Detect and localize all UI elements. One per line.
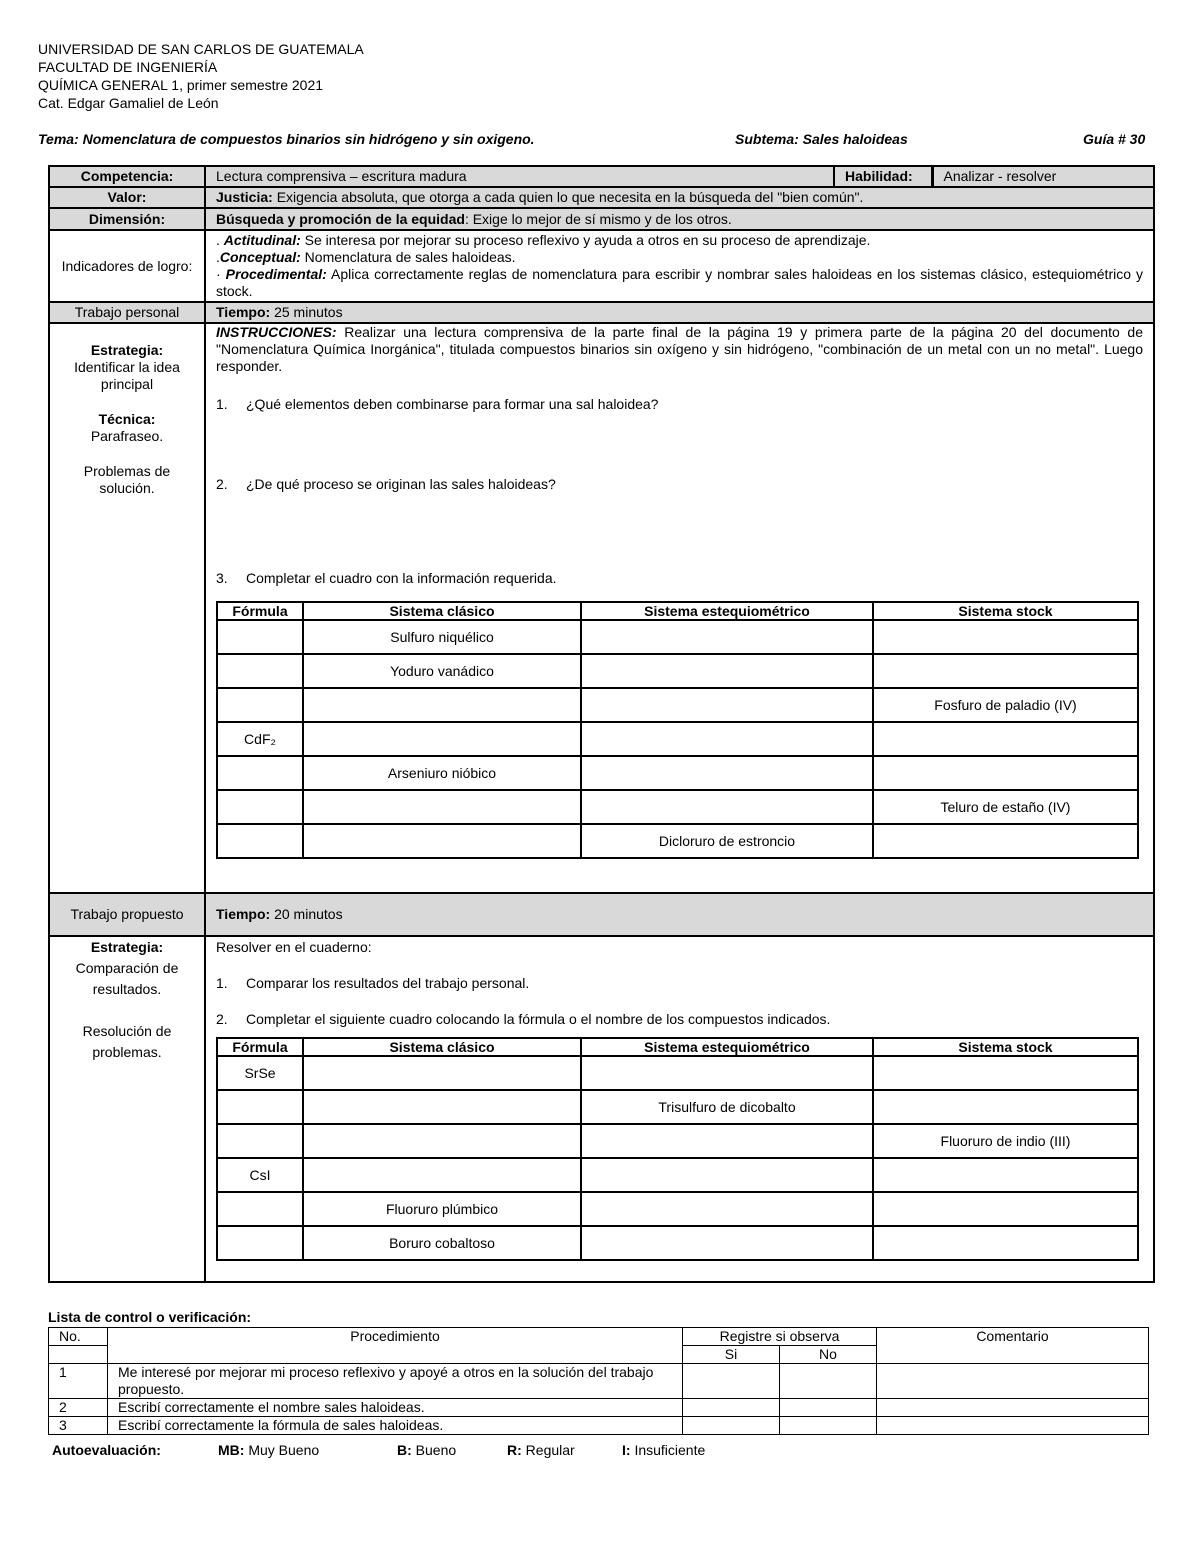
table-row <box>217 654 1138 688</box>
instructions: INSTRUCCIONES: Realizar una lectura comprensiva de la parte final de la página 19 y primera parte de la página 20 del documento de "Nomenclatura Química Inorgánica", titulada compuestos binarios sin oxígeno y sin hidrógeno, "combinación de un metal con un no metal". Luego responder. <box>216 324 1143 374</box>
table-cell[interactable] <box>873 1090 1138 1124</box>
dimension-label: Dimensión: <box>49 208 205 230</box>
table-cell[interactable] <box>873 756 1138 790</box>
table-cell[interactable] <box>873 1226 1138 1260</box>
table-row <box>217 1226 1138 1260</box>
personal-problemas-text: Problemas de solución. <box>83 463 171 496</box>
table-row <box>217 620 1138 654</box>
propuesto-strategy-cell: Estrategia: Comparación de resultados. Resolución de problemas. <box>49 936 205 1282</box>
table-cell[interactable] <box>303 1056 581 1090</box>
table-cell[interactable] <box>303 722 581 756</box>
table-cell[interactable]: Dicloruro de estroncio <box>581 824 873 858</box>
col-clasico: Sistema clásico <box>303 1038 581 1056</box>
col-estequiometrico: Sistema estequiométrico <box>581 1038 873 1056</box>
autoeval-mb: MB: Muy Bueno <box>218 1442 320 1458</box>
table-cell[interactable]: Fluoruro de indio (III) <box>873 1124 1138 1158</box>
table-row <box>217 1124 1138 1158</box>
trabajo-personal-tiempo: Tiempo: 25 minutos <box>205 302 1154 323</box>
checklist-col-si: Si <box>683 1346 780 1364</box>
competencia-value: Lectura comprensiva – escritura madura <box>216 168 467 184</box>
table-cell[interactable] <box>217 1124 303 1158</box>
checklist-si-cell[interactable] <box>683 1399 780 1417</box>
checklist-si-cell[interactable] <box>683 1417 780 1435</box>
table-cell[interactable] <box>581 1124 873 1158</box>
checklist-col-registre: Registre si observa <box>683 1328 877 1346</box>
table-cell[interactable] <box>873 1056 1138 1090</box>
propuesto-resolucion-text: Resolución de problemas. <box>82 1023 172 1060</box>
guide-number: Guía # 30 <box>1083 131 1146 147</box>
table-row <box>217 688 1138 722</box>
personal-compounds-table <box>216 601 1139 859</box>
table-cell[interactable] <box>217 1226 303 1260</box>
valor-label: Valor: <box>49 187 205 208</box>
indicador-actitudinal: . Actitudinal: Se interesa por mejorar su proceso reflexivo y ayuda a otros en su proceso de aprendizaje. <box>216 232 871 248</box>
table-cell[interactable] <box>581 1158 873 1192</box>
checklist-procedimiento: Escribí correctamente el nombre sales haloideas. <box>108 1399 683 1417</box>
table-cell[interactable]: Boruro cobaltoso <box>303 1226 581 1260</box>
table-cell[interactable] <box>873 824 1138 858</box>
table-cell[interactable] <box>303 1090 581 1124</box>
table-cell[interactable]: Yoduro vanádico <box>303 654 581 688</box>
table-cell[interactable] <box>581 620 873 654</box>
checklist-no-cell[interactable] <box>780 1399 877 1417</box>
checklist-no-cell[interactable] <box>780 1364 877 1399</box>
competencia-label: Competencia: <box>49 166 205 187</box>
dimension-value: Búsqueda y promoción de la equidad: Exige lo mejor de sí mismo y de los otros. <box>205 208 1154 230</box>
table-cell[interactable] <box>873 654 1138 688</box>
checklist-title: Lista de control o verificación: <box>48 1309 252 1325</box>
checklist-comment-cell[interactable] <box>877 1417 1149 1435</box>
checklist-comment-cell[interactable] <box>877 1399 1149 1417</box>
checklist-row <box>49 1417 1149 1435</box>
checklist-col-comentario: Comentario <box>877 1328 1149 1346</box>
table-cell[interactable]: Trisulfuro de dicobalto <box>581 1090 873 1124</box>
table-cell[interactable] <box>217 1192 303 1226</box>
table-cell[interactable] <box>873 1192 1138 1226</box>
question-3: 3. Completar el cuadro con la información requerida. <box>216 570 557 586</box>
checklist-col-procedimiento: Procedimiento <box>108 1328 683 1346</box>
table-row <box>217 1056 1138 1090</box>
trabajo-propuesto-tiempo: Tiempo: 20 minutos <box>205 893 1154 936</box>
table-cell[interactable]: Arseniuro nióbico <box>303 756 581 790</box>
checklist-no-cell[interactable] <box>780 1417 877 1435</box>
personal-tecnica-text: Parafraseo. <box>90 428 164 444</box>
table-cell[interactable] <box>873 722 1138 756</box>
table-cell[interactable] <box>217 790 303 824</box>
autoeval-b: B: Bueno <box>397 1442 457 1458</box>
col-clasico: Sistema clásico <box>303 602 581 620</box>
table-cell[interactable] <box>217 688 303 722</box>
table-row <box>217 1090 1138 1124</box>
habilidad-label: Habilidad: <box>834 167 932 186</box>
col-estequiometrico: Sistema estequiométrico <box>581 602 873 620</box>
table-row <box>217 756 1138 790</box>
table-cell[interactable] <box>303 824 581 858</box>
propuesto-compounds-table <box>216 1037 1139 1261</box>
table-row <box>217 1158 1138 1192</box>
institution-header <box>38 40 364 112</box>
table-cell[interactable]: Fluoruro plúmbico <box>303 1192 581 1226</box>
table-cell[interactable] <box>581 790 873 824</box>
personal-tecnica-label: Técnica: <box>98 411 156 427</box>
checklist-col-no-obs: No <box>780 1346 877 1364</box>
checklist-row <box>49 1399 1149 1417</box>
indicador-conceptual: .Conceptual: Nomenclatura de sales haloideas. <box>216 249 516 265</box>
autoeval-label: Autoevaluación: <box>52 1442 161 1458</box>
checklist-no: 2 <box>49 1399 108 1417</box>
table-cell[interactable]: Teluro de estaño (IV) <box>873 790 1138 824</box>
table-cell[interactable] <box>581 1192 873 1226</box>
propuesto-intro: Resolver en el cuaderno: <box>216 939 372 955</box>
table-cell[interactable] <box>217 1090 303 1124</box>
checklist-row <box>49 1364 1149 1399</box>
university-name: UNIVERSIDAD DE SAN CARLOS DE GUATEMALA <box>38 41 364 57</box>
question-2: 2. ¿De qué proceso se originan las sales haloideas? <box>216 476 556 492</box>
table-cell[interactable]: CdF₂ <box>217 722 303 756</box>
autoeval-r: R: Regular <box>507 1442 575 1458</box>
faculty-name: FACULTAD DE INGENIERÍA <box>38 59 218 75</box>
checklist-table <box>48 1327 1149 1435</box>
table-cell[interactable] <box>217 654 303 688</box>
table-cell[interactable] <box>581 722 873 756</box>
competencia-cell <box>205 166 1154 187</box>
personal-content-cell <box>205 323 1154 893</box>
personal-strategy-cell: Estrategia: Identificar la idea principal Técnica: Parafraseo. Problemas de solución. <box>49 323 205 893</box>
col-stock: Sistema stock <box>873 602 1138 620</box>
table-row <box>217 790 1138 824</box>
autoeval-i: I: Insuficiente <box>622 1442 706 1458</box>
question-1: 1. ¿Qué elementos deben combinarse para formar una sal haloidea? <box>216 396 659 412</box>
habilidad-value: Analizar - resolver <box>943 168 1057 184</box>
table-cell[interactable] <box>581 688 873 722</box>
table-row <box>217 1192 1138 1226</box>
table-cell[interactable] <box>217 824 303 858</box>
table-cell[interactable] <box>873 1158 1138 1192</box>
table-cell[interactable] <box>581 1056 873 1090</box>
checklist-procedimiento: Escribí correctamente la fórmula de sales haloideas. <box>108 1417 683 1435</box>
personal-estrategia-text: Identificar la idea principal <box>74 359 180 392</box>
checklist-si-cell[interactable] <box>683 1364 780 1399</box>
valor-value: Justicia: Exigencia absoluta, que otorga a cada quien lo que necesita en la búsqueda del "bien común". <box>205 187 1154 208</box>
checklist-no: 1 <box>49 1364 108 1399</box>
guide-table <box>48 165 1155 1283</box>
trabajo-propuesto-label: Trabajo propuesto <box>49 893 205 936</box>
indicador-procedimental: · Procedimental: Aplica correctamente reglas de nomenclatura para escribir y nombrar sales haloideas en los sistemas clásico, estequiométrico y stock. <box>216 266 1143 299</box>
propuesto-content-cell <box>205 936 1154 1282</box>
table-cell[interactable] <box>303 688 581 722</box>
checklist-comment-cell[interactable] <box>877 1364 1149 1399</box>
propuesto-item-2: 2. Completar el siguiente cuadro colocando la fórmula o el nombre de los compuestos indicados. <box>216 1011 831 1027</box>
table-cell[interactable] <box>217 756 303 790</box>
indicadores-list <box>205 230 1154 302</box>
checklist-col-no: No. <box>49 1328 108 1346</box>
table-cell[interactable]: Fosfuro de paladio (IV) <box>873 688 1138 722</box>
checklist-procedimiento: Me interesé por mejorar mi proceso reflexivo y apoyé a otros en la solución del trabajo propuesto. <box>108 1364 683 1399</box>
col-formula: Fórmula <box>217 602 303 620</box>
propuesto-estrategia-text: Comparación de resultados. <box>75 960 179 997</box>
table-cell[interactable] <box>581 654 873 688</box>
table-cell[interactable]: Sulfuro niquélico <box>303 620 581 654</box>
table-cell[interactable] <box>581 1226 873 1260</box>
table-cell[interactable] <box>303 1158 581 1192</box>
table-cell[interactable] <box>581 756 873 790</box>
table-cell[interactable]: CsI <box>217 1158 303 1192</box>
trabajo-personal-label: Trabajo personal <box>49 302 205 323</box>
table-row <box>217 824 1138 858</box>
course-name: QUÍMICA GENERAL 1, primer semestre 2021 <box>38 77 324 93</box>
col-stock: Sistema stock <box>873 1038 1138 1056</box>
table-cell[interactable]: SrSe <box>217 1056 303 1090</box>
checklist-no: 3 <box>49 1417 108 1435</box>
topic-title: Tema: Nomenclatura de compuestos binarios sin hidrógeno y sin oxigeno. <box>38 131 535 147</box>
subtopic-title: Subtema: Sales haloideas <box>735 131 908 147</box>
table-cell[interactable] <box>303 1124 581 1158</box>
table-cell[interactable] <box>303 790 581 824</box>
col-formula: Fórmula <box>217 1038 303 1056</box>
table-cell[interactable] <box>873 620 1138 654</box>
table-row <box>217 722 1138 756</box>
indicadores-label: Indicadores de logro: <box>49 230 205 302</box>
instructor-name: Cat. Edgar Gamaliel de León <box>38 95 219 111</box>
propuesto-item-1: 1. Comparar los resultados del trabajo personal. <box>216 975 530 991</box>
table-cell[interactable] <box>217 620 303 654</box>
